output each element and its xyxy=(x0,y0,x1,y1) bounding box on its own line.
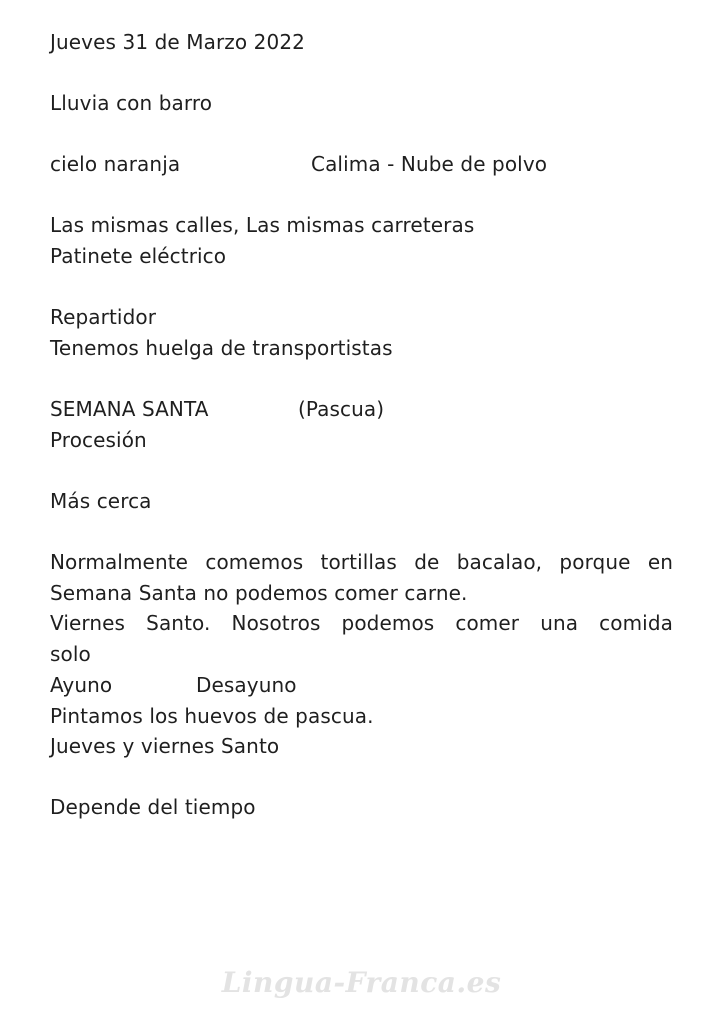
strike-text: Tenemos huelga de transportistas xyxy=(50,336,393,360)
holy-week-text: SEMANA SANTA xyxy=(50,397,209,421)
easter-text: (Pascua) xyxy=(298,397,385,421)
streets-text: Las mismas calles, Las mismas carreteras xyxy=(50,213,475,237)
thursday-friday-text: Jueves y viernes Santo xyxy=(50,734,280,758)
paragraph2-line1: Viernes Santo. Nosotros podemos comer una comida xyxy=(50,611,673,635)
paragraph1-line1: Normalmente comemos tortillas de bacalao, porque en xyxy=(50,550,673,574)
date-heading: Jueves 31 de Marzo 2022 xyxy=(50,30,305,54)
closer-text: Más cerca xyxy=(50,489,152,513)
weather-line xyxy=(50,88,212,119)
eggs-text: Pintamos los huevos de pascua. xyxy=(50,704,374,728)
weather-bold: Lluvia con xyxy=(50,91,153,115)
courier-text: Repartidor xyxy=(50,305,157,329)
weather-rest: barro xyxy=(152,91,213,115)
fasting-text: Ayuno xyxy=(50,673,113,697)
sky-text: cielo naranja xyxy=(50,152,181,176)
calima-text: Calima - Nube de polvo xyxy=(311,152,548,176)
breakfast-text: Desayuno xyxy=(196,673,297,697)
scooter-text: Patinete eléctrico xyxy=(50,244,227,268)
procession-text: Procesión xyxy=(50,428,147,452)
paragraph2-line2: solo xyxy=(50,642,91,666)
watermark-logo: Lingua-Franca.es xyxy=(221,966,502,999)
depends-text: Depende del tiempo xyxy=(50,795,256,819)
paragraph1-line2: Semana Santa no podemos comer carne. xyxy=(50,581,468,605)
